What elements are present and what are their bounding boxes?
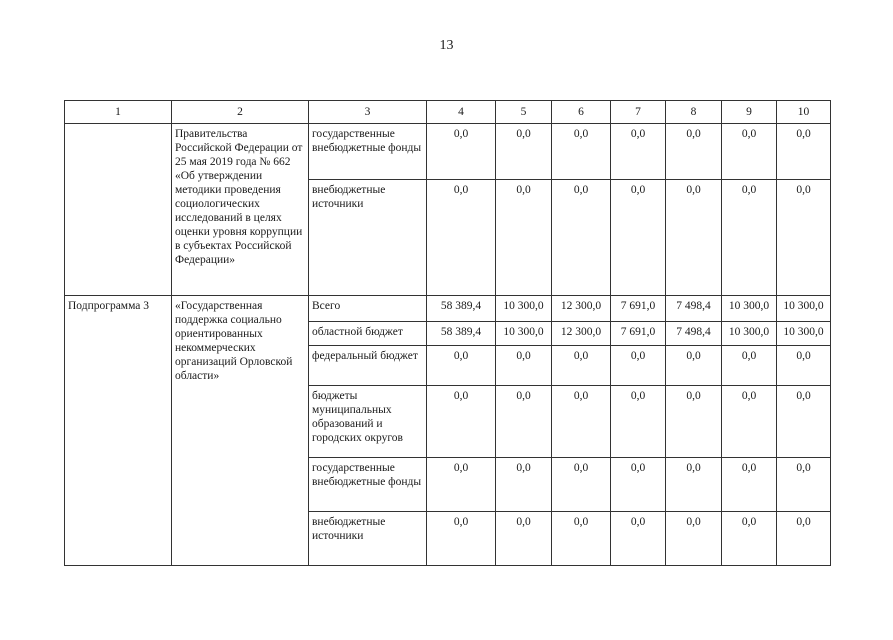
value-cell: 0,0 — [496, 386, 552, 458]
program-description-cell: Правительства Российской Федерации от 25 мая 2019 года № 662 «Об утверждении методики проведения социологических исследований в целях оценки уровня коррупции в субъектах Российской Федерации» — [172, 124, 309, 296]
value-cell: 0,0 — [552, 458, 611, 512]
value-cell: 0,0 — [722, 386, 777, 458]
value-cell: 10 300,0 — [777, 322, 831, 346]
value-cell: 0,0 — [722, 512, 777, 566]
program-name-cell — [65, 124, 172, 296]
funding-source-cell: государственные внебюджетные фонды — [309, 124, 427, 180]
value-cell: 0,0 — [666, 512, 722, 566]
header-cell: 8 — [666, 101, 722, 124]
value-cell: 0,0 — [427, 346, 496, 386]
value-cell: 0,0 — [552, 386, 611, 458]
value-cell: 0,0 — [722, 458, 777, 512]
value-cell: 10 300,0 — [496, 322, 552, 346]
table-row — [65, 296, 831, 322]
funding-source-cell: федеральный бюджет — [309, 346, 427, 386]
value-cell: 7 691,0 — [611, 322, 666, 346]
value-cell: 0,0 — [666, 124, 722, 180]
value-cell: 7 498,4 — [666, 322, 722, 346]
page-number: 13 — [439, 38, 454, 53]
value-cell: 0,0 — [666, 458, 722, 512]
header-row — [65, 101, 831, 124]
value-cell: 58 389,4 — [427, 322, 496, 346]
value-cell: 0,0 — [611, 180, 666, 296]
funding-source-cell: Всего — [309, 296, 427, 322]
value-cell: 12 300,0 — [552, 322, 611, 346]
value-cell: 0,0 — [777, 386, 831, 458]
value-cell: 0,0 — [777, 346, 831, 386]
header-cell: 3 — [309, 101, 427, 124]
value-cell: 0,0 — [496, 458, 552, 512]
value-cell: 7 691,0 — [611, 296, 666, 322]
value-cell: 0,0 — [427, 180, 496, 296]
header-cell: 4 — [427, 101, 496, 124]
table-row — [65, 124, 831, 180]
program-description-cell: «Государственная поддержка социально ориентированных некоммерческих организаций Орловской области» — [172, 296, 309, 566]
value-cell: 0,0 — [611, 512, 666, 566]
value-cell: 0,0 — [427, 124, 496, 180]
value-cell: 0,0 — [427, 512, 496, 566]
value-cell: 0,0 — [777, 458, 831, 512]
funding-source-cell: областной бюджет — [309, 322, 427, 346]
header-cell: 7 — [611, 101, 666, 124]
funding-source-cell: бюджеты муниципальных образований и городских округов — [309, 386, 427, 458]
funding-source-cell: государственные внебюджетные фонды — [309, 458, 427, 512]
header-cell: 2 — [172, 101, 309, 124]
budget-table — [64, 100, 831, 566]
value-cell: 0,0 — [611, 386, 666, 458]
value-cell: 10 300,0 — [722, 296, 777, 322]
value-cell: 0,0 — [611, 346, 666, 386]
value-cell: 0,0 — [611, 124, 666, 180]
value-cell: 0,0 — [552, 180, 611, 296]
value-cell: 0,0 — [496, 124, 552, 180]
value-cell: 0,0 — [427, 386, 496, 458]
header-cell: 9 — [722, 101, 777, 124]
value-cell: 7 498,4 — [666, 296, 722, 322]
value-cell: 0,0 — [777, 180, 831, 296]
value-cell: 12 300,0 — [552, 296, 611, 322]
value-cell: 0,0 — [496, 180, 552, 296]
value-cell: 0,0 — [496, 512, 552, 566]
value-cell: 0,0 — [427, 458, 496, 512]
value-cell: 0,0 — [722, 346, 777, 386]
value-cell: 0,0 — [777, 124, 831, 180]
value-cell: 0,0 — [552, 346, 611, 386]
value-cell: 0,0 — [777, 512, 831, 566]
header-cell: 10 — [777, 101, 831, 124]
funding-source-cell: внебюджетные источники — [309, 512, 427, 566]
value-cell: 0,0 — [666, 346, 722, 386]
value-cell: 0,0 — [666, 386, 722, 458]
value-cell: 0,0 — [722, 124, 777, 180]
value-cell: 0,0 — [496, 346, 552, 386]
value-cell: 0,0 — [666, 180, 722, 296]
value-cell: 10 300,0 — [722, 322, 777, 346]
value-cell: 0,0 — [552, 512, 611, 566]
header-cell: 1 — [65, 101, 172, 124]
value-cell: 10 300,0 — [496, 296, 552, 322]
value-cell: 0,0 — [611, 458, 666, 512]
header-cell: 6 — [552, 101, 611, 124]
header-cell: 5 — [496, 101, 552, 124]
program-name-cell: Подпрограмма 3 — [65, 296, 172, 566]
value-cell: 58 389,4 — [427, 296, 496, 322]
funding-source-cell: внебюджетные источники — [309, 180, 427, 296]
value-cell: 10 300,0 — [777, 296, 831, 322]
value-cell: 0,0 — [722, 180, 777, 296]
value-cell: 0,0 — [552, 124, 611, 180]
